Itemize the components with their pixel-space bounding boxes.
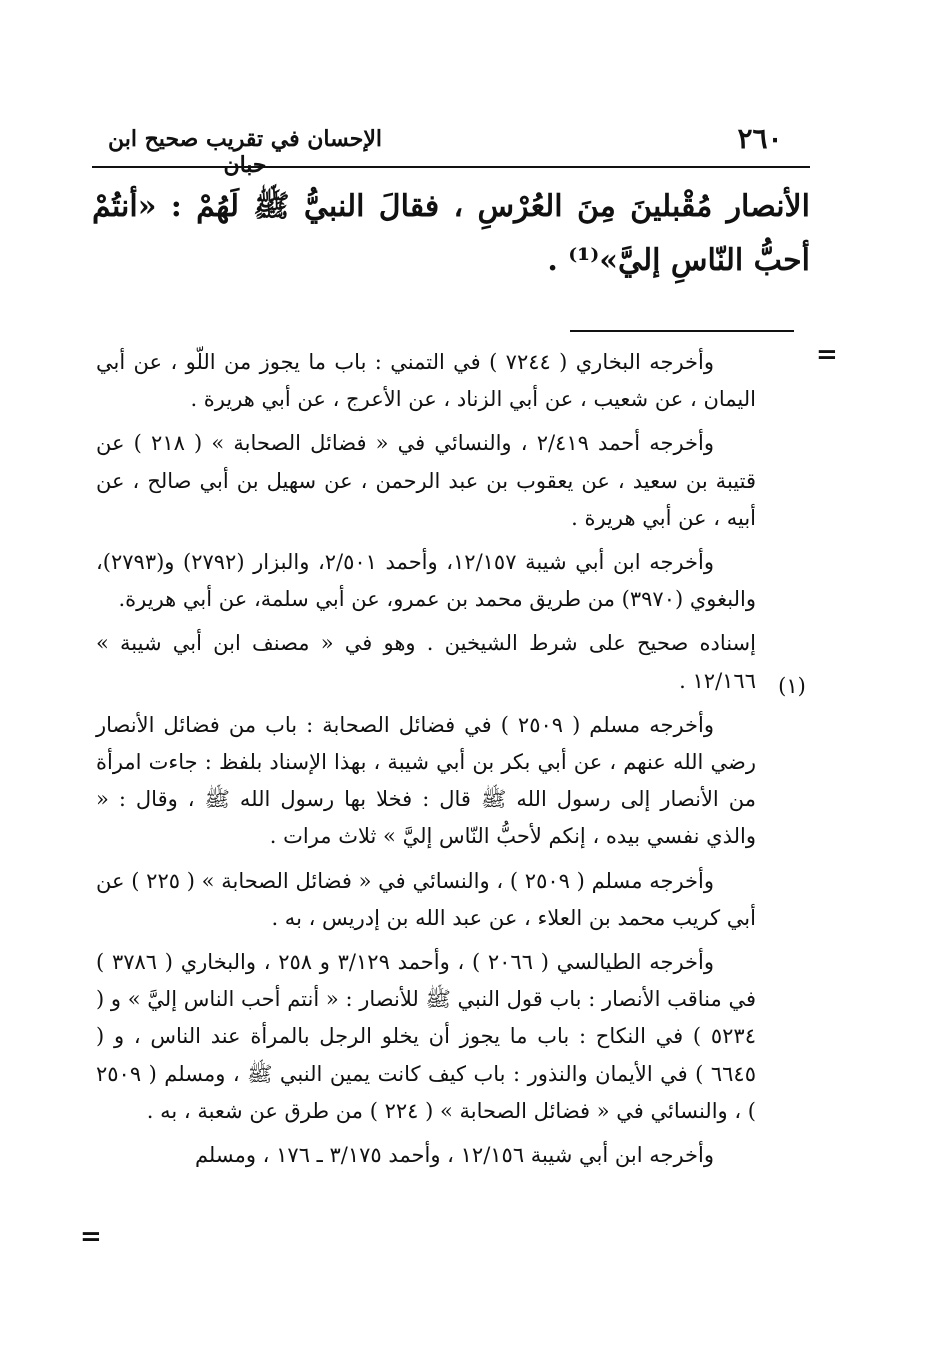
footnote-paragraph: إسناده صحيح على شرط الشيخين . وهو في « مصنف ابن أبي شيبة » ١٢/١٦٦ . <box>96 631 756 693</box>
footnote-paragraph: وأخرجه مسلم ( ٢٥٠٩ ) ، والنسائي في « فضائل الصحابة » ( ٢٢٥ ) عن أبي كريب محمد بن العلاء ، عن عبد الله بن إدريس ، به . <box>96 868 756 930</box>
footnote-paragraph: وأخرجه البخاري ( ٧٢٤٤ ) في التمني : باب ما يجوز من اللّو ، عن أبي اليمان ، عن شعيب ، عن أبي الزناد ، عن الأعرج ، عن أبي هريرة . <box>96 350 756 412</box>
continuation-mark-top: = <box>816 340 838 370</box>
footnote-paragraph: وأخرجه ابن أبي شيبة ١٢/١٥٦ ، وأحمد ٣/١٧٥ ـ ١٧٦ ، ومسلم <box>194 1143 714 1168</box>
header-rule <box>92 166 810 168</box>
footnote-paragraph: وأخرجه الطيالسي ( ٢٠٦٦ ) ، وأحمد ٣/١٢٩ و ٢٥٨ ، والبخاري ( ٣٧٨٦ ) في مناقب الأنصار : باب قول النبي ﷺ للأنصار : « أنتم أحب الناس إليَّ » و ( ٥٢٣٤ ) في النكاح : باب ما يجوز أن يخلو الرجل بالمرأة عند الناس ، و ( ٦٦٤٥ ) في الأيمان والنذور : باب كيف كانت يمين النبي ﷺ ، ومسلم ( ٢٥٠٩ ) ، والنسائي في « فضائل الصحابة » ( ٢٢٤ ) من طرق عن شعبة ، به . <box>96 950 756 1123</box>
running-title: الإحسان في تقريب صحيح ابن حبان <box>107 126 383 178</box>
footnote-separator <box>570 330 794 332</box>
footnote-paragraph: وأخرجه أحمد ٢/٤١٩ ، والنسائي في « فضائل الصحابة » ( ٢١٨ ) عن قتيبة بن سعيد ، عن يعقوب بن عبد الرحمن ، عن سهيل بن أبي صالح ، عن أبيه ، عن أبي هريرة . <box>96 431 756 530</box>
footnote-paragraph: وأخرجه ابن أبي شيبة ١٢/١٥٧، وأحمد ٢/٥٠١، والبزار (٢٧٩٢) و(٢٧٩٣)، والبغوي (٣٩٧٠) من طريق محمد بن عمرو، عن أبي سلمة، عن أبي هريرة. <box>96 550 756 612</box>
footnote-paragraph: وأخرجه مسلم ( ٢٥٠٩ ) في فضائل الصحابة : باب من فضائل الأنصار رضي الله عنهم ، عن أبي بكر بن أبي شيبة ، بهذا الإسناد بلفظ : جاءت امرأة من الأنصار إلى رسول الله ﷺ قال : فخلا بها رسول الله ﷺ ، وقال : « والذي نفسي بيده ، إنكم لأحبُّ النّاس إليَّ » ثلاث مرات . <box>96 712 756 849</box>
footnotes <box>96 344 756 1181</box>
page-number: ٢٦٠ <box>737 122 783 155</box>
footnote-marker: (١) <box>778 674 806 698</box>
main-text: الأنصار مُقْبلينَ مِنَ العُرْسِ ، فقالَ النبيُّ ﷺ لَهُمْ : «أنتُمْ أحبُّ النّاسِ إليَّ»⁽¹⁾ . <box>92 189 810 278</box>
continuation-mark-bottom: = <box>80 1222 102 1252</box>
